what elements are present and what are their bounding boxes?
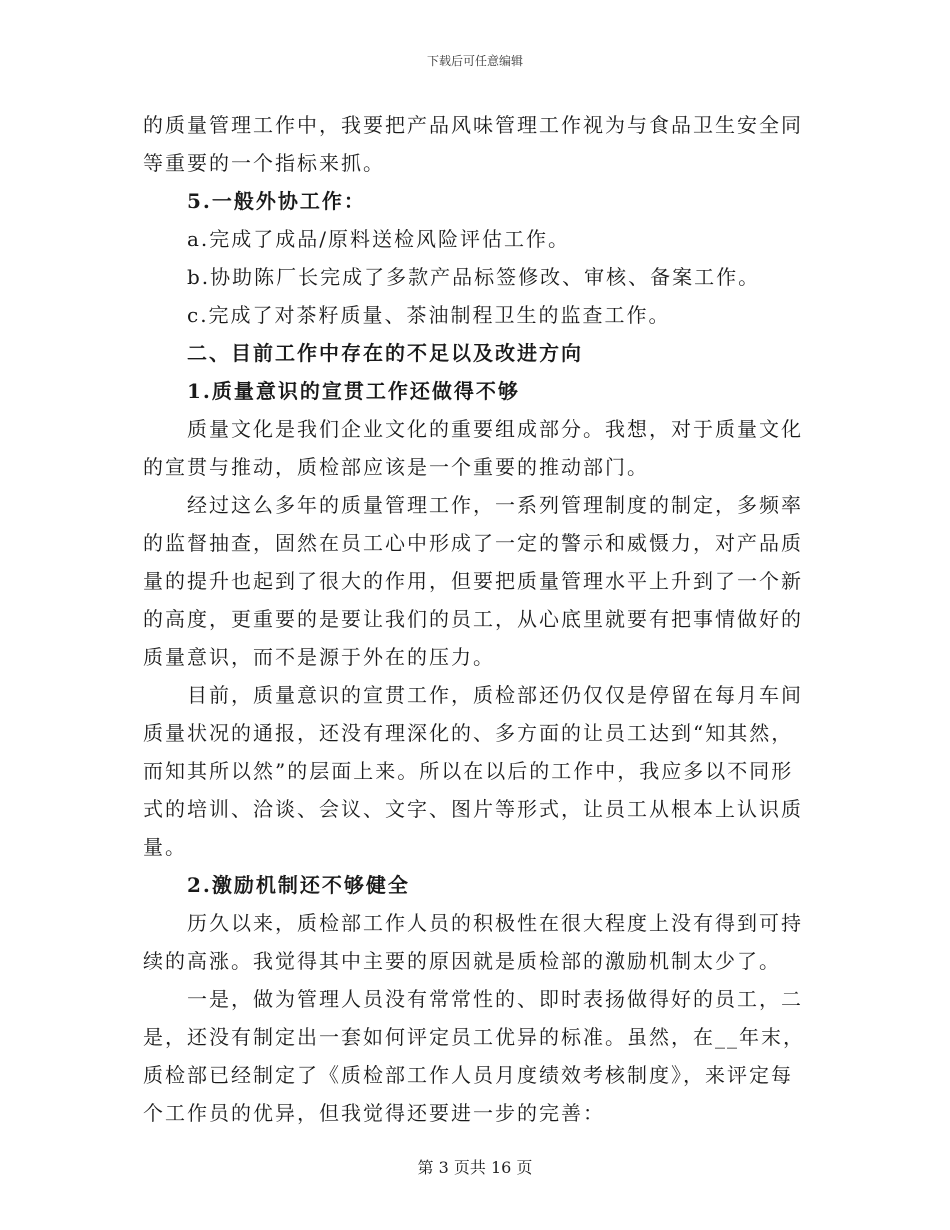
paragraph-line: 的宣贯与推动，质检部应该是一个重要的推动部门。: [143, 455, 649, 479]
paragraph-line: 式的培训、洽谈、会议、文字、图片等形式，让员工从根本上认识质: [143, 797, 803, 821]
section-heading: 二、目前工作中存在的不足以及改进方向: [187, 341, 583, 365]
paragraph-line: 质量文化是我们企业文化的重要组成部分。我想，对于质量文化: [187, 417, 803, 441]
paragraph-line: 的质量管理工作中，我要把产品风味管理工作视为与食品卫生安全同: [143, 113, 803, 137]
paragraph-line: 量的提升也起到了很大的作用，但要把质量管理水平上升到了一个新: [143, 569, 803, 593]
page-number: 第 3 页共 16 页: [417, 1158, 533, 1177]
paragraph-line: 的监督抽查，固然在员工心中形成了一定的警示和威慑力，对产品质: [143, 531, 803, 555]
paragraph-line: 是，还没有制定出一套如何评定员工优异的标准。虽然，在__年末，: [143, 1025, 805, 1049]
paragraph-line: 续的高涨。我觉得其中主要的原因就是质检部的激励机制太少了。: [143, 949, 781, 973]
section-heading: 5.一般外协工作：: [187, 189, 366, 213]
section-heading: 2.激励机制还不够健全: [187, 873, 410, 897]
paragraph-line: c.完成了对茶籽质量、茶油制程卫生的监查工作。: [187, 303, 671, 327]
paragraph-line: 而知其所以然”的层面上来。所以在以后的工作中，我应多以不同形: [143, 759, 794, 783]
paragraph-line: 历久以来，质检部工作人员的积极性在很大程度上没有得到可持: [187, 911, 803, 935]
paragraph-line: 个工作员的优异，但我觉得还要进一步的完善：: [143, 1101, 605, 1125]
page-header-note: 下载后可任意编辑: [426, 54, 523, 68]
paragraph-line: 质量状况的通报，还没有理深化的、多方面的让员工达到“知其然，: [143, 721, 794, 745]
paragraph-line: b.协助陈厂长完成了多款产品标签修改、审核、备案工作。: [187, 265, 761, 289]
document-body: [143, 106, 807, 1132]
paragraph-line: 一是，做为管理人员没有常常性的、即时表扬做得好的员工，二: [187, 987, 803, 1011]
paragraph-line: 质量意识，而不是源于外在的压力。: [143, 645, 495, 669]
paragraph-line: 等重要的一个指标来抓。: [143, 151, 385, 175]
paragraph-line: 的高度，更重要的是要让我们的员工，从心底里就要有把事情做好的: [143, 607, 803, 631]
paragraph-line: 目前，质量意识的宣贯工作，质检部还仍仅仅是停留在每月车间: [187, 683, 803, 707]
paragraph-line: 质检部已经制定了《质检部工作人员月度绩效考核制度》，来评定每: [143, 1063, 793, 1087]
paragraph-line: 量。: [143, 835, 187, 859]
paragraph-line: a.完成了成品/原料送检风险评估工作。: [187, 227, 571, 251]
section-heading: 1.质量意识的宣贯工作还做得不够: [187, 379, 520, 403]
paragraph-line: 经过这么多年的质量管理工作，一系列管理制度的制定，多频率: [187, 493, 803, 517]
